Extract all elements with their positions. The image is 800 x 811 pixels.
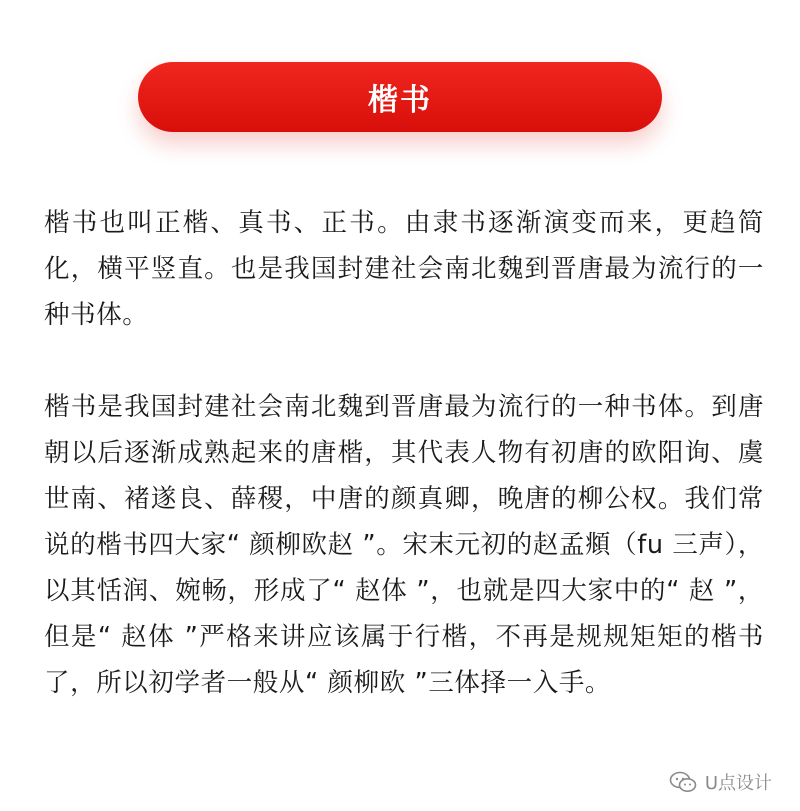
article-body xyxy=(44,200,764,706)
source-watermark xyxy=(669,769,772,795)
wechat-icon xyxy=(669,771,697,793)
section-title-banner xyxy=(138,62,662,132)
paragraph-history: 楷书是我国封建社会南北魏到晋唐最为流行的一种书体。到唐朝以后逐渐成熟起来的唐楷，其代表人物有初唐的欧阳询、虞世南、褚遂良、薛稷，中唐的颜真卿，晚唐的柳公权。我们常说的楷书四大家“ 颜柳欧赵 ”。宋末元初的赵孟頫（fu 三声），以其恬润、婉畅，形成了“ 赵体 ”，也就是四大家中的“ 赵 ”，但是“ 赵体 ”严格来讲应该属于行楷，不再是规规矩矩的楷书了，所以初学者一般从“ 颜柳欧 ”三体择一入手。 xyxy=(44,392,764,698)
section-title: 楷书 xyxy=(368,83,432,118)
paragraph-intro: 楷书也叫正楷、真书、正书。由隶书逐渐演变而来，更趋简化，横平竖直。也是我国封建社会南北魏到晋唐最为流行的一种书体。 xyxy=(44,208,764,330)
watermark-label: U点设计 xyxy=(704,773,772,794)
